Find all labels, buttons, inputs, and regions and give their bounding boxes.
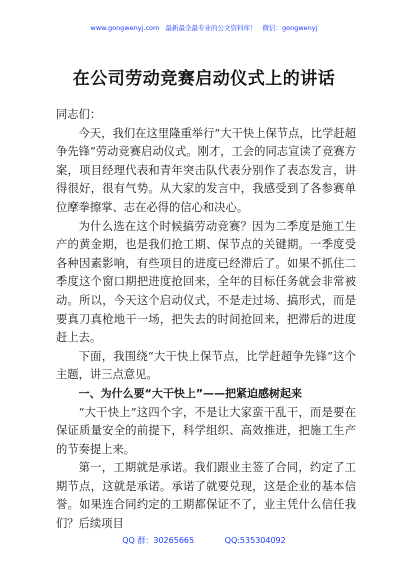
section-paragraph-2: 第一，工期就是承诺。我们跟业主签了合同，约定了工期节点，这就是承诺。承诺了就要兑现，这是企业的基本信誉。如果连合同约定的工期都保证不了，业主凭什么信任我们？后续项目 [56,461,356,531]
document-title: 在公司劳动竞赛启动仪式上的讲话 [72,69,336,89]
section-paragraph-1: “大干快上”这四个字，不是让大家蛮干乱干，而是要在保证质量安全的前提下，科学组织、高效推进，把施工生产的节奏提上来。 [56,405,356,456]
paragraph-2: 为什么选在这个时候搞劳动竞赛？因为二季度是施工生产的黄金期，也是我们抢工期、保节点的关键期。一季度受各种因素影响，有些项目的进度已经滞后了。如果不抓住二季度这个窗口期把进度抢回来，全年的目标任务就会非常被动。所以，今天这个启动仪式，不是走过场、搞形式，而是要真刀真枪地干一场，把失去的时间抢回来，把滞后的进度赶上去。 [56,219,356,345]
footer-qq: QQ:535304092 [224,536,286,545]
header-wechat: 微信：gongwenyj [262,24,318,32]
page-footer [0,535,408,546]
header-slogan: 最新最全最专业的公文资料库！ [165,24,257,32]
header-site[interactable]: www.gongwenyj.com [90,24,160,32]
footer-qq-group: QQ 群：30265665 [122,536,195,545]
paragraph-1: 今天，我们在这里隆重举行“大干快上保节点，比学赶超争先锋”劳动竞赛启动仪式。刚才，工会的同志宣读了竞赛方案，项目经理代表和青年突击队代表分别作了表态发言，讲得很好，很有气势。从大家的发言中，我感受到了各参赛单位摩拳擦掌、志在必得的信心和决心。 [56,126,356,214]
document-body [56,106,356,534]
paragraph-3: 下面，我围绕“大干快上保节点，比学赶超争先锋”这个主题，讲三点意见。 [56,349,356,382]
section-heading: 一、为什么要“大干快上”——把紧迫感树起来 [78,386,303,400]
page-header [0,23,408,32]
salutation: 同志们： [56,108,102,121]
